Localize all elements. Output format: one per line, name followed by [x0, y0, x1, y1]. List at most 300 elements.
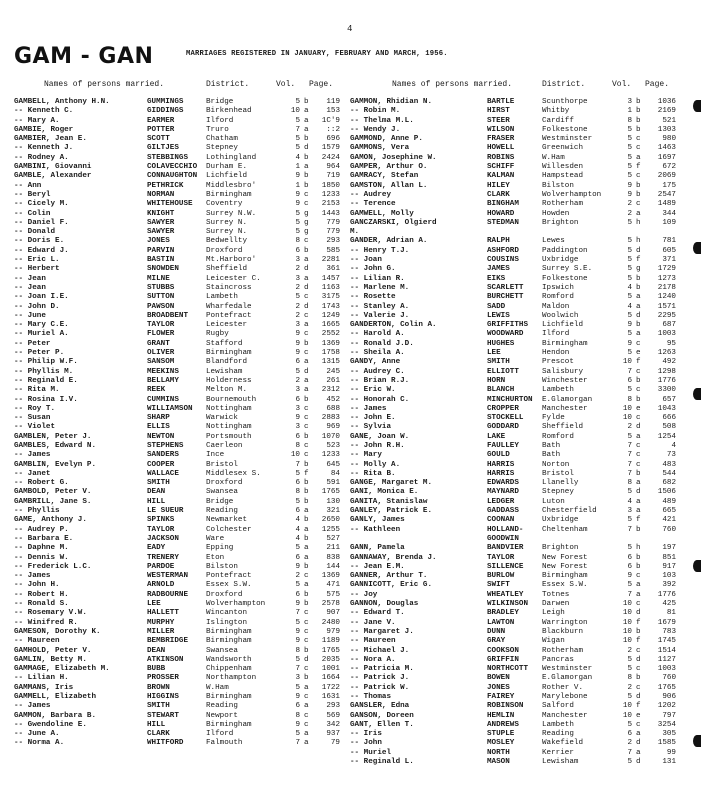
entry-page: 1070: [321, 432, 340, 441]
entry-row: [350, 693, 680, 702]
entry-vol: 6: [627, 730, 632, 739]
entry-name: -- Barbara E.: [14, 534, 74, 543]
entry-vol: 3: [295, 274, 300, 283]
entry-name: -- Peter P.: [14, 349, 65, 358]
entry-page: 1585: [657, 739, 676, 748]
entry-row: [14, 619, 340, 628]
entry-spouse: CLARK: [147, 730, 170, 739]
entry-spouse: KNIGHT: [147, 209, 175, 218]
entry-vol: 9: [295, 414, 300, 423]
entry-spouse: KALMAN: [487, 172, 515, 181]
entry-vol-letter: d: [636, 423, 641, 432]
entry-row: [14, 275, 340, 284]
entry-row: [14, 405, 340, 414]
entry-district: New Forest: [542, 553, 588, 562]
entry-spouse: WILLIAMSON: [147, 404, 193, 413]
entry-spouse: LEWIS: [487, 311, 510, 320]
entry-page: 130: [326, 497, 340, 506]
entry-vol-letter: f: [636, 256, 641, 265]
entry-vol: 5: [627, 665, 632, 674]
entry-vol: 5: [627, 125, 632, 134]
entry-name: GANITA, Stanislaw: [350, 497, 428, 506]
entry-spouse: SUTTON: [147, 293, 175, 302]
entry-vol: 6: [627, 562, 632, 571]
entry-district: Salford: [542, 702, 574, 711]
entry-spouse: COOKSON: [487, 646, 519, 655]
entry-district: Birkenhead: [206, 107, 252, 116]
entry-page: 1369: [321, 572, 340, 581]
entry-row: [350, 284, 680, 293]
entry-name: GAME, Anthony J.: [14, 516, 87, 525]
entry-spouse: SMITH: [487, 358, 510, 367]
entry-vol-letter: d: [304, 144, 309, 153]
entry-row: [14, 665, 340, 674]
entry-spouse: EADY: [147, 544, 166, 553]
entry-vol: 5: [627, 135, 632, 144]
entry-page: 2035: [321, 655, 340, 664]
entry-vol: 6: [295, 590, 300, 599]
entry-vol-letter: a: [304, 525, 309, 534]
entry-row: [350, 488, 680, 497]
entry-row: [14, 144, 340, 153]
entry-spouse: FAIREY: [487, 693, 515, 701]
entry-spouse: SHARP: [147, 414, 170, 423]
entry-page: 452: [326, 395, 340, 404]
entry-page: 261: [326, 376, 340, 385]
entry-vol: 9: [295, 637, 300, 646]
entry-page: 1003: [657, 330, 676, 339]
entry-page: 119: [326, 98, 340, 106]
entry-vol-letter: g: [304, 228, 309, 237]
entry-spouse: SCHIFF: [487, 163, 515, 172]
entry-district: Birmingham: [206, 693, 252, 701]
entry-page: 1303: [657, 125, 676, 134]
entry-vol-letter: c: [304, 441, 309, 450]
entry-name: GAMMONS, Vera: [350, 144, 410, 153]
entry-spouse: SCARLETT: [487, 283, 524, 292]
entry-vol: 3: [295, 386, 300, 395]
entry-page: 1729: [657, 265, 676, 274]
entry-row: [14, 414, 340, 423]
entry-vol-letter: f: [636, 516, 641, 525]
entry-row: [14, 265, 340, 274]
entry-row: [14, 572, 340, 581]
entry-name: -- Kenneth C.: [14, 107, 74, 116]
entry-spouse: SAWYER: [147, 228, 175, 237]
entry-page: 421: [662, 516, 676, 525]
entry-spouse: HARRIS: [487, 469, 515, 478]
entry-name: -- James: [14, 451, 51, 460]
entry-row: [350, 117, 680, 126]
entry-name: -- Phyllis M.: [14, 367, 74, 376]
entry-page: 3175: [321, 293, 340, 302]
entry-vol-letter: c: [304, 609, 309, 618]
entry-page: 1298: [657, 367, 676, 376]
entry-vol: 5: [627, 265, 632, 274]
entry-vol-letter: b: [636, 125, 641, 134]
entry-page: 719: [326, 172, 340, 181]
entry-spouse: TRENERY: [147, 553, 179, 562]
entry-row: [350, 721, 680, 730]
entry-spouse: FRASER: [487, 135, 515, 144]
entry-vol-letter: b: [636, 116, 641, 125]
entry-spouse: ROBINS: [487, 153, 515, 162]
entry-spouse: REEK: [147, 386, 166, 395]
entry-page: 245: [326, 367, 340, 376]
entry-district: Epping: [206, 544, 234, 553]
entry-row: [14, 210, 340, 219]
entry-vol-letter: e: [636, 711, 641, 720]
entry-district: Bristol: [206, 460, 238, 469]
entry-row: [350, 303, 680, 312]
punch-hole-mark: [693, 100, 701, 112]
entry-page: 605: [662, 246, 676, 255]
entry-spouse: BROWN: [147, 683, 170, 692]
entry-district: Lambeth: [542, 386, 574, 395]
entry-vol-letter: c: [304, 311, 309, 320]
entry-vol-letter: b: [636, 553, 641, 562]
entry-vol-letter: b: [304, 460, 309, 469]
entry-page: 153: [326, 107, 340, 116]
entry-page: 425: [662, 600, 676, 609]
entry-page: 575: [326, 590, 340, 599]
entry-page: 1745: [657, 637, 676, 646]
entry-row: [14, 126, 340, 135]
entry-vol: 4: [627, 283, 632, 292]
entry-spouse: GRIFFITHS: [487, 321, 529, 330]
entry-spouse: HOLLAND-: [487, 525, 524, 534]
entry-page: 521: [662, 116, 676, 125]
entry-vol: 3: [627, 98, 632, 106]
entry-district: Coventry: [206, 200, 243, 209]
entry-page: 665: [662, 507, 676, 516]
entry-spouse: WALLACE: [147, 469, 179, 478]
entry-row: [350, 516, 680, 525]
entry-district: Holderness: [206, 376, 252, 385]
entry-vol: 2: [295, 283, 300, 292]
entry-vol-letter: c: [304, 665, 309, 674]
entry-row: [14, 563, 340, 572]
entry-vol-letter: c: [636, 572, 641, 581]
entry-vol-letter: a: [636, 293, 641, 302]
entry-page: 1315: [321, 358, 340, 367]
entry-district: Middlesex S.: [206, 469, 261, 478]
entry-district: Lewisham: [542, 758, 579, 767]
entry-page: 84: [330, 469, 340, 478]
entry-district: Brighton: [542, 218, 579, 227]
entry-page: 3300: [657, 386, 676, 395]
entry-spouse: GRAY: [487, 637, 506, 646]
entry-vol-letter: b: [304, 674, 309, 683]
entry-spouse: TAYLOR: [147, 321, 175, 330]
entry-page: 342: [326, 720, 340, 729]
entry-page: 906: [662, 693, 676, 701]
entry-row: [350, 219, 680, 228]
entry-row: [14, 637, 340, 646]
entry-name: -- Joy: [350, 590, 378, 599]
entry-district: Uxbridge: [542, 256, 579, 265]
entry-spouse: TAYLOR: [487, 553, 515, 562]
entry-vol-letter: c: [636, 200, 641, 209]
entry-vol: 5: [627, 144, 632, 153]
entry-name: -- Reginald E.: [14, 376, 78, 385]
entry-spouse: HIRST: [487, 107, 510, 116]
entry-vol: 7: [295, 460, 300, 469]
entry-vol: 5: [627, 153, 632, 162]
entry-district: Bournemouth: [206, 395, 257, 404]
entry-district: Folkestone: [542, 125, 588, 134]
entry-row: [350, 749, 680, 758]
entry-spouse: COUSINS: [487, 256, 519, 265]
entry-page: 1036: [657, 98, 676, 106]
entry-row: [14, 609, 340, 618]
entry-vol-letter: c: [304, 451, 309, 460]
entry-spouse: BANDVIER: [487, 544, 524, 553]
entry-page: 1233: [321, 190, 340, 199]
entry-row: [350, 498, 680, 507]
entry-vol-letter: b: [304, 590, 309, 599]
entry-district: Warrington: [542, 618, 588, 627]
entry-spouse: BUBB: [147, 665, 166, 674]
entry-spouse: SANSOM: [147, 358, 175, 367]
entry-page: 1722: [321, 683, 340, 692]
entry-vol: 10: [622, 609, 632, 618]
entry-spouse: BRADLEY: [487, 609, 519, 618]
entry-district: Droxford: [206, 479, 243, 488]
entry-name: -- Rita M.: [14, 386, 60, 395]
entry-name: -- Muriel A.: [14, 330, 69, 339]
entry-vol-letter: b: [636, 181, 641, 190]
entry-vol-letter: f: [636, 618, 641, 627]
entry-vol: 5: [627, 256, 632, 265]
entry-spouse: SWIFT: [487, 581, 510, 590]
entry-vol: 9: [627, 190, 632, 199]
entry-name: -- John R.H.: [350, 441, 405, 450]
entry-page: 508: [662, 423, 676, 432]
entry-spouse: BURLOW: [487, 572, 515, 581]
entry-page: 73: [666, 451, 676, 460]
entry-district: Birmingham: [206, 190, 252, 199]
entry-vol-letter: b: [304, 98, 309, 106]
entry-row: [350, 609, 680, 618]
entry-vol: 5: [295, 655, 300, 664]
entry-vol-letter: f: [304, 469, 309, 478]
entry-name: -- Patricia M.: [350, 665, 414, 674]
entry-page: 682: [662, 479, 676, 488]
entry-name: -- Dennis W.: [14, 553, 69, 562]
entry-district: Stepney: [206, 144, 238, 153]
entry-page: 1127: [657, 655, 676, 664]
entry-spouse: MURPHY: [147, 618, 175, 627]
entry-district: Stafford: [206, 339, 243, 348]
left-column: [14, 80, 340, 749]
entry-vol: 4: [295, 534, 300, 543]
entry-name: -- Robert G.: [14, 479, 69, 488]
entry-district: Hendon: [542, 349, 570, 358]
entry-vol-letter: h: [636, 544, 641, 553]
entry-spouse: STUPLE: [487, 730, 515, 739]
entry-vol-letter: c: [304, 190, 309, 199]
entry-spouse: CONNAUGHTON: [147, 172, 198, 181]
entry-row: [350, 154, 680, 163]
entry-row: [350, 619, 680, 628]
entry-vol-letter: c: [304, 693, 309, 701]
entry-page: 103: [662, 572, 676, 581]
entry-row: [350, 172, 680, 181]
entry-spouse: EDWARDS: [487, 479, 519, 488]
entry-page: 569: [326, 711, 340, 720]
entry-vol-letter: c: [636, 451, 641, 460]
entry-name: -- Robin M.: [350, 107, 401, 116]
entry-row: [14, 172, 340, 181]
entry-row: [350, 712, 680, 721]
entry-page: 657: [662, 395, 676, 404]
entry-row: [14, 219, 340, 228]
entry-vol-letter: a: [636, 330, 641, 339]
entry-spouse: COLAVECCHIO: [147, 163, 198, 172]
entry-vol: 6: [295, 358, 300, 367]
entry-name: GAMBLIN, Evelyn P.: [14, 460, 97, 469]
entry-vol-letter: b: [304, 246, 309, 255]
entry-spouse: GRANT: [147, 339, 170, 348]
entry-district: Westminster: [542, 665, 593, 674]
entry-spouse: GIDDINGS: [147, 107, 184, 116]
entry-page: 489: [662, 497, 676, 506]
entry-vol-letter: b: [304, 432, 309, 441]
entry-row: [14, 451, 340, 460]
entry-name: -- Edward J.: [14, 246, 69, 255]
entry-district: Islington: [206, 618, 248, 627]
entry-district: Droxford: [206, 246, 243, 255]
entry-page: 760: [662, 674, 676, 683]
entry-vol: 6: [295, 702, 300, 711]
entry-spouse: PARDOE: [147, 562, 175, 571]
entry-row: [14, 507, 340, 516]
entry-name: GANNICOTT, Eric G.: [350, 581, 433, 590]
entry-vol-letter: d: [304, 265, 309, 274]
entry-row: [14, 312, 340, 321]
entry-name: -- Iris: [350, 730, 382, 739]
entry-district: Blackburn: [542, 627, 584, 636]
entry-name: GANT, Ellen T.: [350, 720, 414, 729]
entry-vol: 5: [295, 367, 300, 376]
entry-name: -- Donald: [14, 228, 56, 237]
entry-district: Manchester: [542, 404, 588, 413]
entry-vol: 8: [295, 711, 300, 720]
entry-district: Lambeth: [542, 720, 574, 729]
entry-page: 392: [662, 581, 676, 590]
entry-district: Ipswich: [542, 283, 574, 292]
page-heading: GAM - GAN: [14, 44, 154, 69]
entry-name: -- Lilian H.: [14, 674, 69, 683]
entry-row: [14, 98, 340, 107]
entry-name: -- Margaret J.: [350, 627, 414, 636]
entry-spouse: HILEY: [487, 181, 510, 190]
entry-row: [14, 200, 340, 209]
entry-vol: 6: [295, 507, 300, 516]
entry-vol-letter: a: [304, 274, 309, 283]
entry-page: 2578: [321, 600, 340, 609]
entry-vol: 2: [627, 200, 632, 209]
entry-vol-letter: e: [636, 404, 641, 413]
entry-vol-letter: c: [636, 144, 641, 153]
entry-page: 361: [326, 265, 340, 274]
entry-row: [350, 182, 680, 191]
entry-vol: 5: [627, 720, 632, 729]
entry-page: 1233: [321, 451, 340, 460]
entry-spouse: ELLIOTT: [487, 367, 519, 376]
entry-vol-letter: a: [304, 358, 309, 367]
entry-name: -- Edward T.: [350, 609, 405, 618]
entry-name: GANNON, Douglas: [350, 600, 419, 609]
entry-vol-letter: a: [304, 702, 309, 711]
entry-spouse: STEWART: [147, 711, 179, 720]
entry-spouse: SMITH: [147, 479, 170, 488]
entry-vol-letter: f: [636, 702, 641, 711]
entry-row: [14, 721, 340, 730]
entry-spouse: HUGHES: [487, 339, 515, 348]
entry-row: [350, 237, 680, 246]
entry-vol-letter: b: [304, 395, 309, 404]
entry-list: [350, 98, 680, 767]
entry-district: Warwick: [206, 414, 238, 423]
entry-vol-letter: b: [304, 600, 309, 609]
entry-page: 4: [671, 441, 676, 450]
entry-vol-letter: b: [636, 627, 641, 636]
entry-district: Middlesbro': [206, 181, 257, 190]
entry-district: Staincross: [206, 283, 252, 292]
entry-page: 527: [326, 534, 340, 543]
entry-vol: 6: [295, 432, 300, 441]
entry-vol: 4: [295, 153, 300, 162]
entry-district: Ince: [206, 451, 225, 460]
entry-vol-letter: g: [304, 209, 309, 218]
entry-page: 783: [662, 627, 676, 636]
entry-district: Reading: [206, 507, 238, 516]
entry-name: -- Janet: [14, 469, 51, 478]
entry-page: 907: [326, 609, 340, 618]
entry-page: 980: [662, 135, 676, 144]
entry-page: 779: [326, 218, 340, 227]
entry-district: Leigh: [542, 609, 565, 618]
entry-name: GAMBLE, Alexander: [14, 172, 92, 181]
entry-spouse: PAWSON: [147, 302, 175, 311]
entry-district: Birmingham: [542, 572, 588, 581]
entry-district: Folkestone: [542, 274, 588, 283]
entry-spouse: HILL: [147, 720, 166, 729]
entry-page: 1664: [321, 674, 340, 683]
entry-spouse: DUNN: [487, 627, 506, 636]
entry-name: -- Phyllis: [14, 507, 60, 516]
entry-page: 1776: [657, 590, 676, 599]
entry-vol: 5: [295, 544, 300, 553]
header-vol: Vol.: [276, 80, 296, 89]
entry-name: -- Beryl: [14, 190, 51, 199]
entry-spouse: LE SUEUR: [147, 507, 184, 516]
entry-vol: 5: [627, 246, 632, 255]
entry-name: -- John H.: [14, 581, 60, 590]
entry-vol-letter: b: [636, 376, 641, 385]
entry-spouse: WOODWARD: [487, 330, 524, 339]
entry-vol: 5: [295, 228, 300, 237]
entry-row: [350, 572, 680, 581]
entry-vol: 2: [295, 265, 300, 274]
entry-row: [14, 321, 340, 330]
entry-spouse: WESTERMAN: [147, 572, 189, 581]
entry-vol: 5: [295, 683, 300, 692]
entry-vol: 4: [295, 525, 300, 534]
entry-district: Lothingland: [206, 153, 257, 162]
